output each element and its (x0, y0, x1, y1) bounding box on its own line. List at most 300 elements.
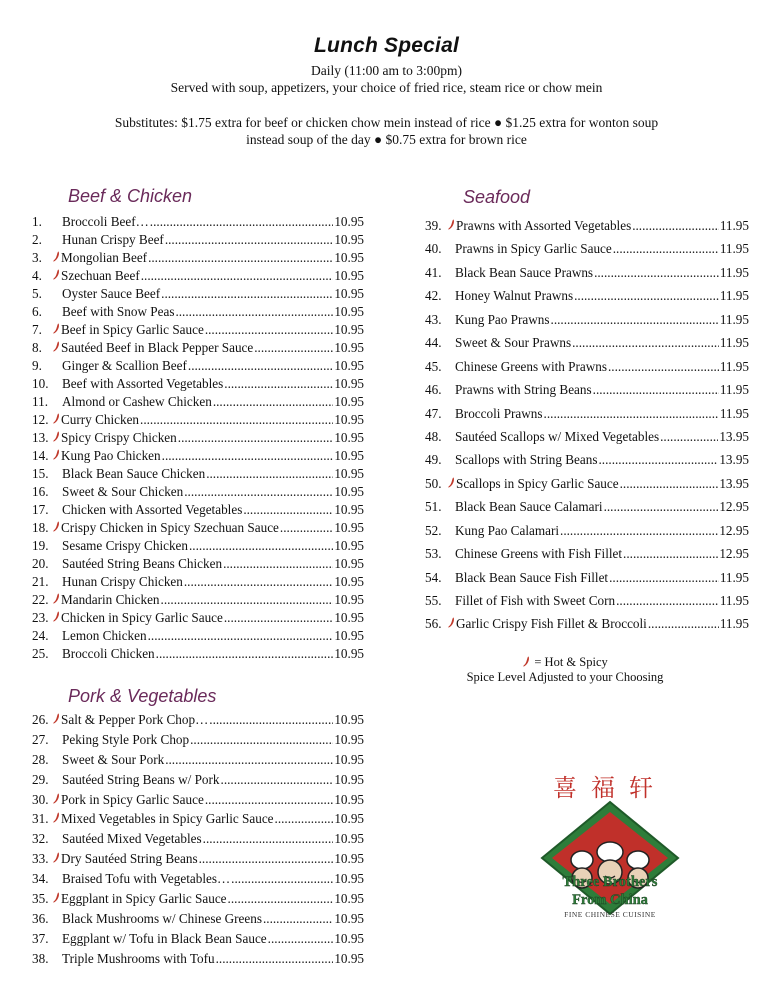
menu-item-name: Hunan Crispy Chicken (62, 574, 183, 589)
menu-item-price: 11.95 (719, 264, 749, 280)
menu-item-number: 29. (32, 771, 49, 787)
menu-item-name: Sautéed String Beans Chicken (62, 556, 223, 571)
menu-item-price: 10.95 (334, 574, 364, 589)
menu-item-number: 47. (425, 405, 442, 421)
menu-item-price: 10.95 (334, 520, 364, 535)
menu-item-price: 12.95 (719, 522, 749, 538)
menu-item (425, 237, 749, 260)
menu-item (425, 495, 749, 518)
chili-pepper-icon (53, 449, 60, 460)
menu-item (425, 378, 749, 401)
menu-item-number: 32. (32, 831, 49, 847)
menu-item (32, 829, 364, 849)
menu-item-number: 24. (32, 628, 49, 643)
menu-item-name: Broccoli Chicken (62, 646, 155, 661)
dot-leader (224, 375, 333, 393)
menu-item-number: 15. (32, 466, 49, 481)
hours-line: Daily (11:00 am to 3:00pm) (311, 63, 462, 78)
menu-item-number: 52. (425, 522, 442, 538)
spice-legend (440, 655, 690, 685)
menu-item-number: 13. (32, 430, 49, 445)
menu-item-price: 10.95 (334, 304, 364, 319)
menu-item-price: 10.95 (334, 448, 364, 463)
legend-hot-line (440, 655, 690, 670)
dot-leader (161, 285, 333, 303)
menu-item-price: 11.95 (719, 593, 749, 608)
menu-item-price: 10.95 (334, 811, 364, 827)
dot-leader (205, 790, 333, 810)
menu-item-name: Broccoli Beef… (62, 214, 149, 229)
dot-leader (199, 849, 334, 869)
menu-item-name: Chicken with Assorted Vegetables (62, 502, 243, 517)
dot-leader (231, 869, 333, 889)
menu-item-number: 26. (32, 712, 49, 727)
legend-level-text: Spice Level Adjusted to your Choosing (466, 670, 664, 684)
menu-item (32, 869, 364, 889)
menu-item-price: 10.95 (334, 831, 364, 847)
menu-item-price: 10.95 (334, 751, 364, 767)
menu-item (32, 750, 364, 770)
menu-item (32, 627, 364, 645)
menu-item-name: Braised Tofu with Vegetables… (62, 871, 231, 887)
menu-item-number: 10. (32, 376, 49, 391)
menu-item-name: Lemon Chicken (62, 628, 147, 643)
menu-item-name: Salt & Pepper Pork Chop… (61, 712, 209, 727)
menu-item-number: 39. (425, 218, 442, 233)
menu-item-price: 13.95 (719, 452, 749, 468)
menu-item-name: Black Mushrooms w/ Chinese Greens (62, 910, 262, 926)
menu-item-number: 54. (425, 569, 442, 585)
chili-pepper-icon (53, 593, 60, 604)
menu-item (32, 929, 364, 949)
dot-leader (623, 542, 718, 565)
substitutes-line-2 (0, 132, 773, 148)
menu-item-price: 10.95 (334, 791, 364, 807)
menu-item-name: Black Bean Sauce Chicken (62, 466, 206, 481)
menu-item-name: Eggplant in Spicy Garlic Sauce (61, 891, 227, 907)
menu-list-seafood (425, 214, 749, 636)
menu-item-name: Beef with Snow Peas (62, 304, 175, 319)
menu-item-price: 10.95 (334, 891, 364, 907)
menu-item-price: 11.95 (719, 405, 749, 421)
menu-item (32, 573, 364, 591)
menu-item-number: 3. (32, 250, 42, 265)
dot-leader (162, 447, 334, 465)
menu-item (32, 537, 364, 555)
dot-leader (228, 889, 334, 909)
menu-item-price: 10.95 (334, 412, 364, 427)
menu-item-name: Oyster Sauce Beef (62, 286, 161, 301)
dot-leader (616, 589, 719, 612)
menu-item (425, 448, 749, 471)
dot-leader (613, 237, 719, 260)
menu-item (32, 285, 364, 303)
menu-item-number: 2. (32, 232, 42, 247)
bullet-icon: ● (493, 115, 503, 130)
menu-item-name: Black Bean Sauce Fish Fillet (455, 569, 609, 585)
menu-item (32, 429, 364, 447)
menu-item (32, 483, 364, 501)
menu-item-price: 10.95 (334, 712, 364, 727)
chili-pepper-icon (448, 219, 455, 230)
menu-item-name: Chinese Greens with Fish Fillet (455, 546, 623, 562)
dot-leader (254, 339, 333, 357)
menu-item (32, 357, 364, 375)
menu-item (32, 303, 364, 321)
menu-item (32, 609, 364, 627)
dot-leader (574, 284, 719, 307)
menu-item-number: 41. (425, 264, 442, 280)
menu-item-number: 45. (425, 358, 442, 374)
menu-item-name: Garlic Crispy Fish Fillet & Broccoli (456, 616, 647, 632)
menu-item-price: 10.95 (334, 950, 364, 966)
menu-item-name: Black Bean Sauce Prawns (455, 264, 594, 280)
substitutes-line-1 (0, 115, 773, 131)
menu-item (425, 331, 749, 354)
menu-item-number: 30. (32, 791, 49, 807)
menu-item-name: Sweet & Sour Prawns (455, 335, 572, 351)
menu-item (32, 849, 364, 869)
menu-item-name: Black Bean Sauce Calamari (455, 499, 603, 515)
dot-leader (178, 429, 334, 447)
menu-item-name: Chinese Greens with Prawns (455, 358, 607, 374)
menu-item (32, 501, 364, 519)
menu-item-number: 1. (32, 214, 42, 229)
restaurant-logo (510, 760, 710, 960)
menu-item (425, 519, 749, 542)
menu-item-name: Scallops in Spicy Garlic Sauce (456, 475, 619, 491)
menu-item-number: 5. (32, 286, 42, 301)
dot-leader (263, 909, 333, 929)
menu-item-name: Ginger & Scallion Beef (62, 358, 187, 373)
dot-leader (551, 308, 719, 331)
menu-item-number: 31. (32, 811, 49, 827)
dot-leader (213, 393, 334, 411)
menu-item-number: 37. (32, 930, 49, 946)
menu-item (425, 355, 749, 378)
menu-item-price: 11.95 (719, 335, 749, 351)
menu-item-name: Almond or Cashew Chicken (62, 394, 212, 409)
dot-leader (223, 555, 333, 573)
menu-item-number: 35. (32, 891, 49, 907)
menu-item-name: Spicy Crispy Chicken (61, 430, 177, 445)
menu-item-name: Chicken in Spicy Garlic Sauce (61, 610, 223, 625)
dot-leader (599, 448, 719, 471)
menu-item (32, 555, 364, 573)
bullet-icon: ● (374, 132, 383, 147)
menu-item-name: Broccoli Prawns (455, 405, 543, 421)
chili-pepper-icon (53, 793, 60, 804)
legend-hot-text: = Hot & Spicy (534, 655, 608, 669)
dot-leader (205, 321, 334, 339)
menu-item-name: Sautéed Scallops w/ Mixed Vegetables (455, 428, 660, 444)
menu-item-name: Sesame Crispy Chicken (62, 538, 188, 553)
menu-item-name: Triple Mushrooms with Tofu (62, 950, 215, 966)
menu-item-number: 44. (425, 335, 442, 351)
menu-item-number: 19. (32, 538, 49, 553)
menu-item-name: Kung Pao Calamari (455, 522, 560, 538)
dot-leader (660, 425, 718, 448)
dot-leader (203, 829, 334, 849)
dot-leader (188, 357, 333, 375)
menu-item-number: 22. (32, 592, 49, 607)
menu-item-price: 12.95 (719, 546, 749, 562)
menu-item-name: Dry Sautéed String Beans (61, 851, 198, 867)
menu-item-price: 10.95 (334, 286, 364, 301)
menu-item-number: 6. (32, 304, 42, 319)
menu-item-price: 11.95 (719, 288, 749, 304)
menu-item-name: Sautéed Beef in Black Pepper Sauce (61, 340, 254, 355)
menu-item (32, 447, 364, 465)
menu-item-number: 11. (32, 394, 48, 409)
menu-item-number: 21. (32, 574, 49, 589)
menu-item-name: Prawns with String Beans (455, 382, 592, 398)
menu-item-number: 36. (32, 910, 49, 926)
chili-pepper-icon (53, 269, 60, 280)
menu-item-price: 10.95 (334, 268, 364, 283)
chili-pepper-icon (53, 413, 60, 424)
menu-item-name: Kung Pao Chicken (61, 448, 161, 463)
chili-pepper-icon (53, 812, 60, 823)
menu-item-number: 38. (32, 950, 49, 966)
menu-item (32, 645, 364, 663)
menu-item-number: 8. (32, 340, 42, 355)
menu-item-name: Mongolian Beef (61, 250, 148, 265)
dot-leader (224, 609, 333, 627)
chili-pepper-icon (448, 477, 455, 488)
menu-item (425, 612, 749, 635)
menu-item-price: 10.95 (334, 250, 364, 265)
chili-pepper-icon (53, 852, 60, 863)
menu-item-number: 18. (32, 520, 49, 535)
menu-item-price: 10.95 (334, 646, 364, 661)
menu-item-price: 10.95 (334, 592, 364, 607)
logo-tagline: FINE CHINESE CUISINE (564, 910, 656, 919)
chili-pepper-icon (53, 251, 60, 262)
dot-leader (544, 402, 719, 425)
menu-item-price: 10.95 (334, 394, 364, 409)
menu-item-number: 46. (425, 382, 442, 398)
menu-item-name: Honey Walnut Prawns (455, 288, 574, 304)
menu-item (32, 519, 364, 537)
menu-item-price: 10.95 (334, 871, 364, 887)
menu-item-number: 12. (32, 412, 49, 427)
menu-item (425, 566, 749, 589)
menu-item-number: 16. (32, 484, 49, 499)
menu-item-price: 10.95 (334, 430, 364, 445)
menu-item (425, 308, 749, 331)
menu-item (425, 402, 749, 425)
menu-item-number: 4. (32, 268, 42, 283)
menu-item-price: 12.95 (719, 499, 749, 515)
dot-leader (243, 501, 333, 519)
menu-item-price: 10.95 (334, 358, 364, 373)
menu-item-price: 10.95 (334, 376, 364, 391)
chili-pepper-icon (53, 323, 60, 334)
menu-item (32, 909, 364, 929)
menu-item-name: Mixed Vegetables in Spicy Garlic Sauce (61, 811, 274, 827)
chili-pepper-icon (448, 617, 455, 628)
menu-list-beef-chicken (32, 213, 364, 663)
chili-pepper-icon (53, 431, 60, 442)
dot-leader (572, 331, 719, 354)
dot-leader (165, 750, 333, 770)
menu-item-price: 10.95 (334, 502, 364, 517)
menu-item-name: Beef with Assorted Vegetables (62, 376, 224, 391)
menu-item-number: 42. (425, 288, 442, 304)
menu-item-number: 49. (425, 452, 442, 468)
menu-item (32, 249, 364, 267)
menu-item (32, 949, 364, 969)
menu-item-price: 13.95 (719, 428, 749, 444)
menu-item-name: Eggplant w/ Tofu in Black Bean Sauce (62, 930, 267, 946)
menu-item-number: 51. (425, 499, 442, 515)
menu-item (32, 591, 364, 609)
dot-leader (140, 411, 333, 429)
menu-item-number: 48. (425, 428, 442, 444)
dot-leader (148, 249, 333, 267)
menu-item-number: 14. (32, 448, 49, 463)
menu-item (32, 375, 364, 393)
dot-leader (221, 770, 334, 790)
dot-leader (189, 537, 333, 555)
menu-item-price: 10.95 (334, 731, 364, 747)
menu-item-name: Szechuan Beef (61, 268, 140, 283)
dot-leader (608, 355, 719, 378)
dot-leader (156, 645, 334, 663)
menu-item-price: 10.95 (334, 322, 364, 337)
menu-item-price: 11.95 (719, 569, 749, 585)
menu-item-name: Crispy Chicken in Spicy Szechuan Sauce (61, 520, 279, 535)
menu-item (32, 809, 364, 829)
dot-leader (632, 214, 719, 237)
menu-item-number: 53. (425, 546, 442, 562)
dot-leader (150, 213, 334, 231)
dot-leader (206, 465, 333, 483)
dot-leader (216, 949, 334, 969)
menu-item-name: Sweet & Sour Pork (62, 751, 165, 767)
menu-item-name: Sweet & Sour Chicken (62, 484, 184, 499)
dot-leader (184, 483, 333, 501)
menu-item (32, 231, 364, 249)
substitutes-text-2a: instead soup of the day (246, 132, 371, 147)
menu-item-price: 13.95 (719, 475, 749, 491)
menu-item-number: 34. (32, 871, 49, 887)
menu-item-price: 11.95 (719, 311, 749, 327)
menu-item (425, 425, 749, 448)
menu-item-number: 20. (32, 556, 49, 571)
menu-item (425, 261, 749, 284)
menu-item-price: 10.95 (334, 910, 364, 926)
substitutes-text-2b: $0.75 extra for brown rice (385, 132, 527, 147)
menu-item (32, 321, 364, 339)
menu-item-number: 28. (32, 751, 49, 767)
menu-item (32, 411, 364, 429)
page-title: Lunch Special (314, 34, 459, 57)
dot-leader (604, 495, 719, 518)
menu-item-price: 10.95 (334, 610, 364, 625)
menu-item (425, 472, 749, 495)
menu-item-price: 10.95 (334, 556, 364, 571)
logo-name-line2: From China (572, 892, 648, 908)
menu-item-number: 50. (425, 475, 442, 491)
menu-item (425, 542, 749, 565)
chili-pepper-icon (53, 713, 60, 724)
menu-item (425, 589, 749, 612)
menu-item (32, 790, 364, 810)
menu-item (32, 267, 364, 285)
menu-item-name: Prawns in Spicy Garlic Sauce (455, 241, 612, 257)
menu-item-price: 10.95 (334, 232, 364, 247)
chili-pepper-icon (53, 892, 60, 903)
menu-item-price: 10.95 (334, 340, 364, 355)
menu-item-price: 10.95 (334, 484, 364, 499)
menu-item (32, 213, 364, 231)
menu-item-price: 10.95 (334, 538, 364, 553)
menu-item-price: 11.95 (719, 218, 749, 233)
dot-leader (280, 519, 333, 537)
menu-item-name: Kung Pao Prawns (455, 311, 550, 327)
menu-item (32, 889, 364, 909)
menu-item-name: Hunan Crispy Beef (62, 232, 164, 247)
menu-item-number: 23. (32, 610, 49, 625)
chili-pepper-icon (523, 656, 530, 667)
substitutes-text-1b: $1.25 extra for wonton soup (505, 115, 659, 130)
menu-item (32, 339, 364, 357)
menu-item-name: Curry Chicken (61, 412, 140, 427)
chili-pepper-icon (53, 521, 60, 532)
section-title-pork-vegetables: Pork & Vegetables (68, 686, 217, 706)
menu-item-name: Prawns with Assorted Vegetables (456, 218, 632, 233)
menu-item-price: 11.95 (719, 241, 749, 257)
menu-item-price: 11.95 (719, 358, 749, 374)
dot-leader (161, 591, 334, 609)
dot-leader (620, 472, 719, 495)
menu-item-number: 43. (425, 311, 442, 327)
substitutes-text-1a: Substitutes: $1.75 extra for beef or chicken chow mein instead of rice (114, 115, 491, 130)
menu-item (425, 284, 749, 307)
dot-leader (609, 566, 719, 589)
logo-name-line1: Three Brothers (562, 874, 658, 890)
menu-item-number: 55. (425, 593, 442, 608)
dot-leader (148, 627, 334, 645)
dot-leader (184, 573, 333, 591)
menu-item-price: 10.95 (334, 851, 364, 867)
menu-item-number: 7. (32, 322, 42, 337)
menu-item (32, 710, 364, 730)
menu-item-price: 10.95 (334, 628, 364, 643)
menu-item-name: Fillet of Fish with Sweet Corn (455, 593, 616, 608)
dot-leader (165, 231, 334, 249)
menu-item (32, 730, 364, 750)
menu-item-name: Mandarin Chicken (61, 592, 160, 607)
menu-item-number: 33. (32, 851, 49, 867)
menu-item-number: 56. (425, 616, 442, 632)
menu-item-name: Peking Style Pork Chop (62, 731, 190, 747)
menu-item-price: 10.95 (334, 214, 364, 229)
dot-leader (594, 261, 719, 284)
dot-leader (275, 809, 334, 829)
dot-leader (268, 929, 334, 949)
menu-item-price: 10.95 (334, 930, 364, 946)
menu-item-number: 9. (32, 358, 42, 373)
dot-leader (190, 730, 333, 750)
menu-item-name: Sautéed String Beans w/ Pork (62, 771, 220, 787)
menu-item-number: 25. (32, 646, 49, 661)
menu-item-price: 11.95 (719, 382, 749, 398)
menu-item-price: 11.95 (719, 616, 749, 632)
menu-item-price: 10.95 (334, 771, 364, 787)
